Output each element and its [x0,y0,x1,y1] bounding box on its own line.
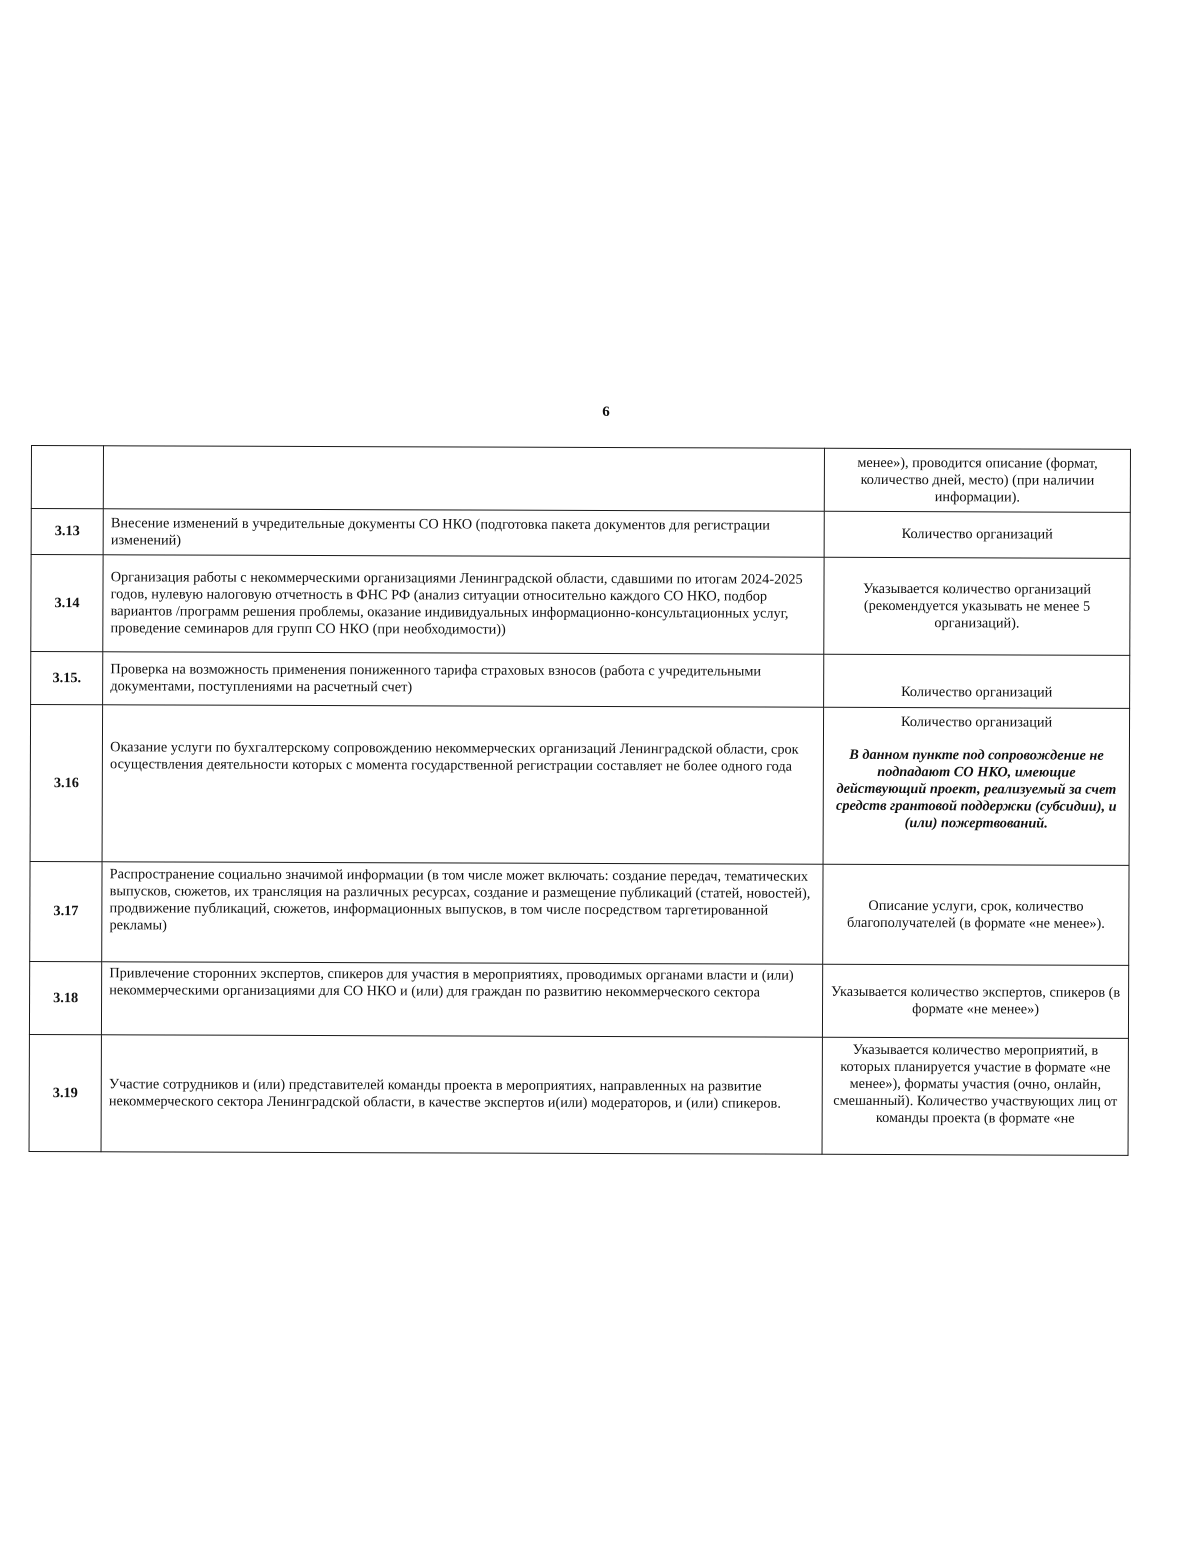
table-row [29,961,1128,1038]
table-row [30,861,1129,965]
page-number: 6 [602,404,610,420]
row-number: 3.18 [29,961,101,1034]
row-description: Внесение изменений в учредительные документы СО НКО (подготовка пакета документов для регистрации изменений) [103,509,824,558]
row-description: Организация работы с некоммерческими организациями Ленинградской области, сдавшими по итогам 2024-2025 годов, нулевую налоговую отчетность в ФНС РФ (анализ ситуации относительно каждого СО НКО, подбор вариантов /программ решения проблемы, оказание индивидуальных информационно-консультационных услуг, проведение семинаров для групп СО НКО (при необходимости)) [103,555,824,655]
table-row [30,705,1130,866]
row-description: Распространение социально значимой информации (в том числе может включать: создание передач, тематических выпусков, сюжетов, их трансляция на различных ресурсах, создание и размещение публикаций (статей, новостей), продвижение публикаций, сюжетов, информационных выпусков, в том числе посредством таргетированной рекламы) [102,862,823,965]
table-row [31,509,1130,559]
row-indicator: Количество организаций [824,654,1130,708]
row-description: Привлечение сторонних экспертов, спикеров для участия в мероприятиях, проводимых органами власти и (или) некоммерческими организациями для СО НКО и (или) для граждан по развитию некоммерческого сектора [102,962,823,1038]
row-number: 3.13 [31,509,103,555]
table-row [31,652,1130,709]
row-number: 3.19 [29,1034,102,1151]
row-indicator: Количество организаций [900,714,1053,731]
row-indicator: Количество организаций [824,511,1130,558]
row-indicator: менее»), проводится описание (формат, количество дней, место) (при наличии информации). [824,448,1130,512]
row-indicator-cell [823,707,1129,865]
row-number: 3.15. [31,652,103,705]
row-description [103,446,824,512]
row-indicator: Указывается количество организаций (рекомендуется указывать не менее 5 организаций). [824,557,1130,655]
services-table [29,445,1131,1156]
row-number: 3.16 [30,705,103,862]
row-indicator-note: В данном пункте под сопровождение не подпадают СО НКО, имеющие действующий проект, реализуемый за счет средств грантовой поддержки (субсидии), и (или) пожертвований. [836,746,1117,832]
row-number: 3.14 [31,555,104,652]
row-description: Оказание услуги по бухгалтерскому сопровождению некоммерческих организаций Ленинградской области, срок осуществления деятельности которых с момента государственной регистрации составляет не более одного года [102,705,823,865]
table-row [31,555,1130,656]
row-indicator: Указывается количество мероприятий, в которых планируется участие в формате «не менее»), форматы участия (очно, онлайн, смешанный). Количество участвующих лиц от команды проекта (в формате «не [822,1037,1128,1155]
row-indicator: Описание услуги, срок, количество благополучателей (в формате «не менее»). [823,864,1129,965]
row-description: Участие сотрудников и (или) представителей команды проекта в мероприятиях, направленных на развитие некоммерческого сектора Ленинградской области, в качестве экспертов и(или) модераторов, и (или) спикеров. [101,1035,822,1155]
table-row [29,1034,1128,1155]
row-number: 3.17 [30,861,103,961]
row-indicator: Указывается количество экспертов, спикеров (в формате «не менее») [823,964,1129,1038]
table-row [31,446,1130,513]
row-description: Проверка на возможность применения пониженного тарифа страховых взносов (работа с учредительными документами, поступлениями на расчетный счет) [103,652,824,708]
row-number [31,446,103,509]
